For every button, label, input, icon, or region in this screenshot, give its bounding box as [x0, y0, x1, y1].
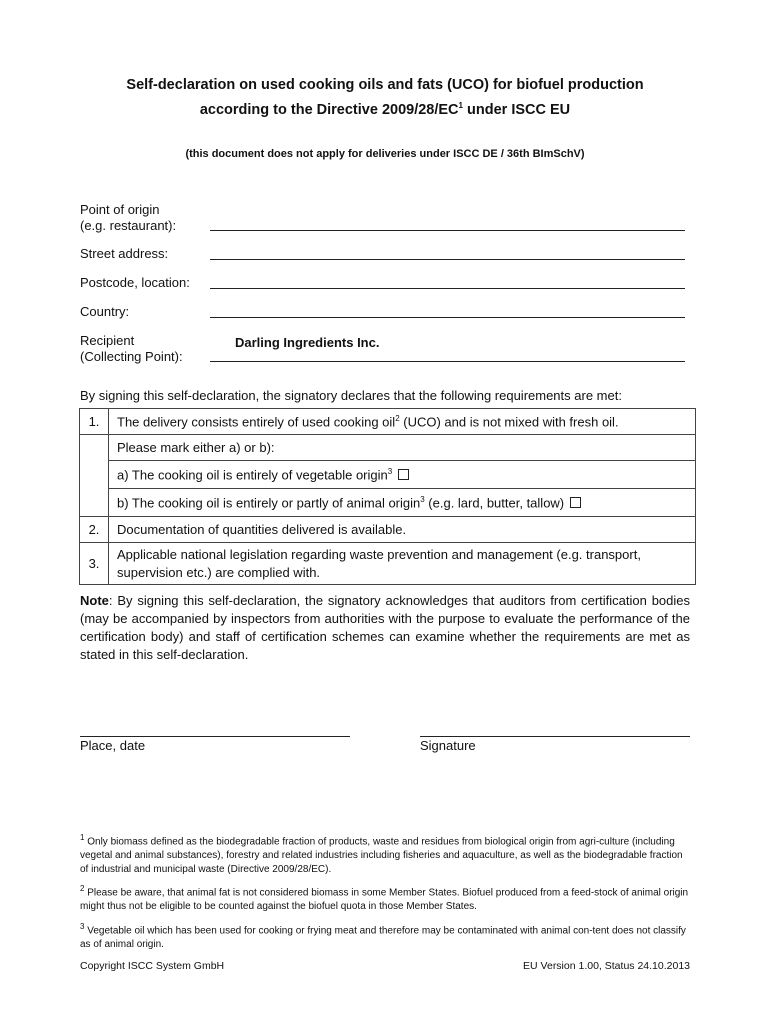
origin-field[interactable] — [210, 230, 685, 231]
country-field[interactable] — [210, 317, 685, 318]
recipient-label — [80, 333, 183, 365]
title-line-2-text: according to the Directive 2009/28/EC — [199, 101, 459, 118]
option-a-footnote-ref: 3 — [387, 466, 393, 476]
footnote-3-number: 3 — [80, 922, 85, 931]
document-title-line-1: Self-declaration on used cooking oils and fats (UCO) for biofuel production — [126, 77, 644, 93]
requirements-intro: By signing this self-declaration, the signatory declares that the following requirements are met: — [80, 388, 622, 403]
recipient-field[interactable] — [210, 361, 685, 362]
requirement-number: 2. — [80, 517, 109, 543]
requirement-number: 1. — [80, 409, 109, 435]
table-row — [80, 489, 696, 517]
requirement-1-footnote-ref: 2 — [395, 413, 400, 423]
option-a-text — [109, 461, 696, 489]
country-label: Country: — [80, 304, 130, 319]
empty-number-cell — [80, 461, 109, 489]
origin-label-line-1: Point of origin — [80, 202, 160, 217]
footnote-3-text: Vegetable oil which has been used for cooking or frying meat and therefore may be contaminated with animal con-tent does not classify as of animal origin. — [80, 925, 686, 951]
footnote-1-text: Only biomass defined as the biodegradable fraction of products, waste and residues from biological origin from agri-culture (including vegetal and animal substances), forestry and related industries including fisheries and aquaculture, as well as the biodegradable fraction of industrial and municipal waste (Directive 2009/28/EC). — [80, 836, 683, 876]
recipient-value: Darling Ingredients Inc. — [235, 335, 380, 350]
option-b-checkbox[interactable] — [570, 497, 581, 508]
option-b-text — [109, 489, 696, 517]
footnote-2 — [80, 882, 690, 914]
table-row — [80, 435, 696, 461]
requirement-3-text — [109, 543, 696, 585]
document-subtitle: (this document does not apply for deliveries under ISCC DE / 36th BImSchV) — [185, 148, 585, 160]
requirements-table — [79, 408, 696, 585]
requirement-1-post: (UCO) and is not mixed with fresh oil. — [399, 414, 619, 430]
place-date-label: Place, date — [80, 738, 146, 753]
footnote-2-number: 2 — [80, 884, 85, 893]
postcode-label: Postcode, location: — [80, 275, 190, 290]
option-a-label: a) The cooking oil is entirely of vegetable origin — [117, 467, 388, 483]
table-row — [80, 461, 696, 489]
origin-label — [80, 202, 176, 234]
signature-label: Signature — [420, 738, 476, 753]
table-row — [80, 543, 696, 585]
note-text: : By signing this self-declaration, the signatory acknowledges that auditors from certification bodies (may be accompanied by inspectors from authorities with the purpose to evaluate the performance of the certification body) and staff of certification schemes can examine whether the requirements are met as stated in this self-declaration. — [80, 593, 690, 662]
note-label: Note — [80, 593, 109, 608]
document-title-line-2 — [0, 101, 770, 118]
street-label: Street address: — [80, 246, 169, 261]
mark-instruction: Please mark either a) or b): — [109, 435, 696, 461]
option-b-suffix: (e.g. lard, butter, tallow) — [424, 495, 565, 511]
requirement-3-line-1: Applicable national legislation regarding waste prevention and management (e.g. transport, — [117, 546, 641, 562]
title-line-2-suffix: under ISCC EU — [462, 101, 571, 118]
title-footnote-ref: 1 — [458, 101, 463, 110]
option-b-label: b) The cooking oil is entirely or partly of animal origin — [117, 495, 421, 511]
empty-number-cell — [80, 435, 109, 461]
footer-copyright: Copyright ISCC System GmbH — [80, 960, 225, 972]
place-date-field[interactable] — [80, 736, 350, 737]
requirement-2-text: Documentation of quantities delivered is available. — [109, 517, 696, 543]
footnote-3 — [80, 920, 690, 952]
footnote-1-number: 1 — [80, 833, 85, 842]
requirement-3-line-2: supervision etc.) are complied with. — [117, 564, 321, 580]
requirement-1-pre: The delivery consists entirely of used cooking oil — [117, 414, 396, 430]
footnote-1 — [80, 831, 690, 877]
note-paragraph — [80, 592, 690, 664]
signature-field[interactable] — [420, 736, 690, 737]
requirement-1-text — [109, 409, 696, 435]
street-field[interactable] — [210, 259, 685, 260]
table-row — [80, 517, 696, 543]
recipient-label-line-1: Recipient — [80, 333, 135, 348]
table-row — [80, 409, 696, 435]
footer-version: EU Version 1.00, Status 24.10.2013 — [523, 960, 690, 972]
empty-number-cell — [80, 489, 109, 517]
recipient-label-line-2: (Collecting Point): — [80, 349, 183, 364]
footnote-2-text: Please be aware, that animal fat is not considered biomass in some Member States. Biofuel produced from a feed-stock of animal origin might thus not be eligible to be counted against the biofuel quota in those Member States. — [80, 887, 689, 913]
postcode-field[interactable] — [210, 288, 685, 289]
option-b-footnote-ref: 3 — [420, 494, 425, 504]
origin-label-line-2: (e.g. restaurant): — [80, 218, 177, 233]
option-a-checkbox[interactable] — [398, 469, 409, 480]
requirement-number: 3. — [80, 543, 109, 585]
